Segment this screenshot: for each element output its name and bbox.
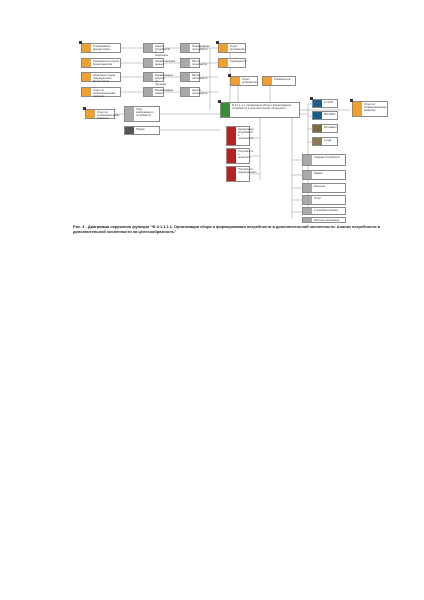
- mail-icon: [313, 138, 322, 145]
- node-34: Штатное расписание: [302, 217, 346, 223]
- document-icon: [144, 44, 153, 52]
- document-icon: [303, 208, 312, 214]
- role-icon: [353, 102, 362, 116]
- node-25: MS Office: [312, 111, 338, 120]
- role-icon: [263, 77, 272, 85]
- node-1: Планирование фонда оплаты: [81, 43, 121, 53]
- node-6: Предоставление данных: [143, 58, 164, 68]
- node-7: Формирование запроса на обучение: [143, 72, 164, 82]
- document-icon: [303, 155, 312, 165]
- document-icon: [125, 127, 134, 134]
- document-icon: [144, 88, 153, 96]
- node-11: Расчет численности: [180, 72, 200, 82]
- corner-marker: [310, 97, 313, 100]
- node-15: Отдел оргразвития: [230, 76, 258, 86]
- node-12: Анализ численности: [180, 87, 200, 97]
- corner-marker: [83, 107, 86, 110]
- document-icon: [181, 73, 190, 81]
- document-icon: [303, 196, 312, 204]
- role-icon: [219, 44, 228, 52]
- document-icon: [303, 184, 312, 192]
- corner-marker: [218, 100, 221, 103]
- node-19: Приказ: [124, 126, 160, 135]
- role-icon: [231, 77, 240, 85]
- document-icon: [144, 59, 153, 67]
- corner-marker: [79, 41, 82, 44]
- document-icon: [144, 73, 153, 81]
- role-icon: [82, 73, 91, 81]
- role-icon: [82, 44, 91, 52]
- node-32: Отчет: [302, 195, 346, 205]
- warning-icon: [227, 127, 236, 145]
- node-10: Расчет потребности: [180, 58, 200, 68]
- node-28: Отдел по организационному развитию: [352, 101, 388, 117]
- warning-icon: [227, 149, 236, 163]
- node-29: Сводная потребность: [302, 154, 346, 166]
- node-2: Руководитель отдела бизнес-анализа: [81, 58, 121, 68]
- node-17: Отдел по организационному развитию: [85, 109, 115, 119]
- document-icon: [181, 88, 190, 96]
- node-31: Решение: [302, 183, 346, 193]
- node-33: Служебная записка: [302, 207, 346, 215]
- node-18: Сбор информации о потребности: [124, 106, 160, 122]
- function-icon: [221, 103, 230, 117]
- node-9: Планирование численности: [180, 43, 200, 53]
- central-function: Ф-3.1.1.1.1. Организация сбора и формирования потребности в дополнительной численности: [220, 102, 300, 118]
- role-icon: [82, 59, 91, 67]
- regulation-icon: [313, 125, 322, 132]
- node-24: 1С:ЗУП: [312, 99, 338, 108]
- corner-marker: [350, 99, 353, 102]
- node-26: Регламент: [312, 124, 338, 133]
- node-30: Заявка: [302, 170, 346, 180]
- system-icon: [313, 112, 322, 119]
- document-icon: [303, 171, 312, 179]
- system-icon: [313, 100, 322, 107]
- figure-caption: Рис. 3 - Диаграмма окружения функции "Ф-3.1.1.1.1. Организация сбора и формирования потребности в дополнительной численности. Анализ потребности в дополнительной численности на целесообразность": [73, 224, 381, 234]
- node-22: Потребность в персонале: [226, 148, 250, 164]
- node-27: e-mail: [312, 137, 338, 146]
- document-icon: [181, 44, 190, 52]
- corner-marker: [228, 74, 231, 77]
- document-icon: [125, 107, 134, 121]
- role-icon: [219, 59, 228, 67]
- node-13: Отдел оргразвития: [218, 43, 246, 53]
- document-icon: [181, 59, 190, 67]
- role-icon: [82, 88, 91, 96]
- node-23: Потребность подразделения: [226, 166, 250, 182]
- node-14: Руководитель: [218, 58, 246, 68]
- document-icon: [303, 218, 312, 222]
- role-icon: [86, 110, 95, 118]
- node-5: Анализ потребности в персонале: [143, 43, 164, 53]
- corner-marker: [216, 41, 219, 44]
- warning-icon: [227, 167, 236, 181]
- node-4: Отдел по организационному развитию: [81, 87, 121, 97]
- node-21: Организация потребности в численности: [226, 126, 250, 146]
- node-8: Формирование заявки: [143, 87, 164, 97]
- node-3: Начальник отдела подразделения Бизнес-блока: [81, 72, 121, 82]
- node-16: Руководитель: [262, 76, 296, 86]
